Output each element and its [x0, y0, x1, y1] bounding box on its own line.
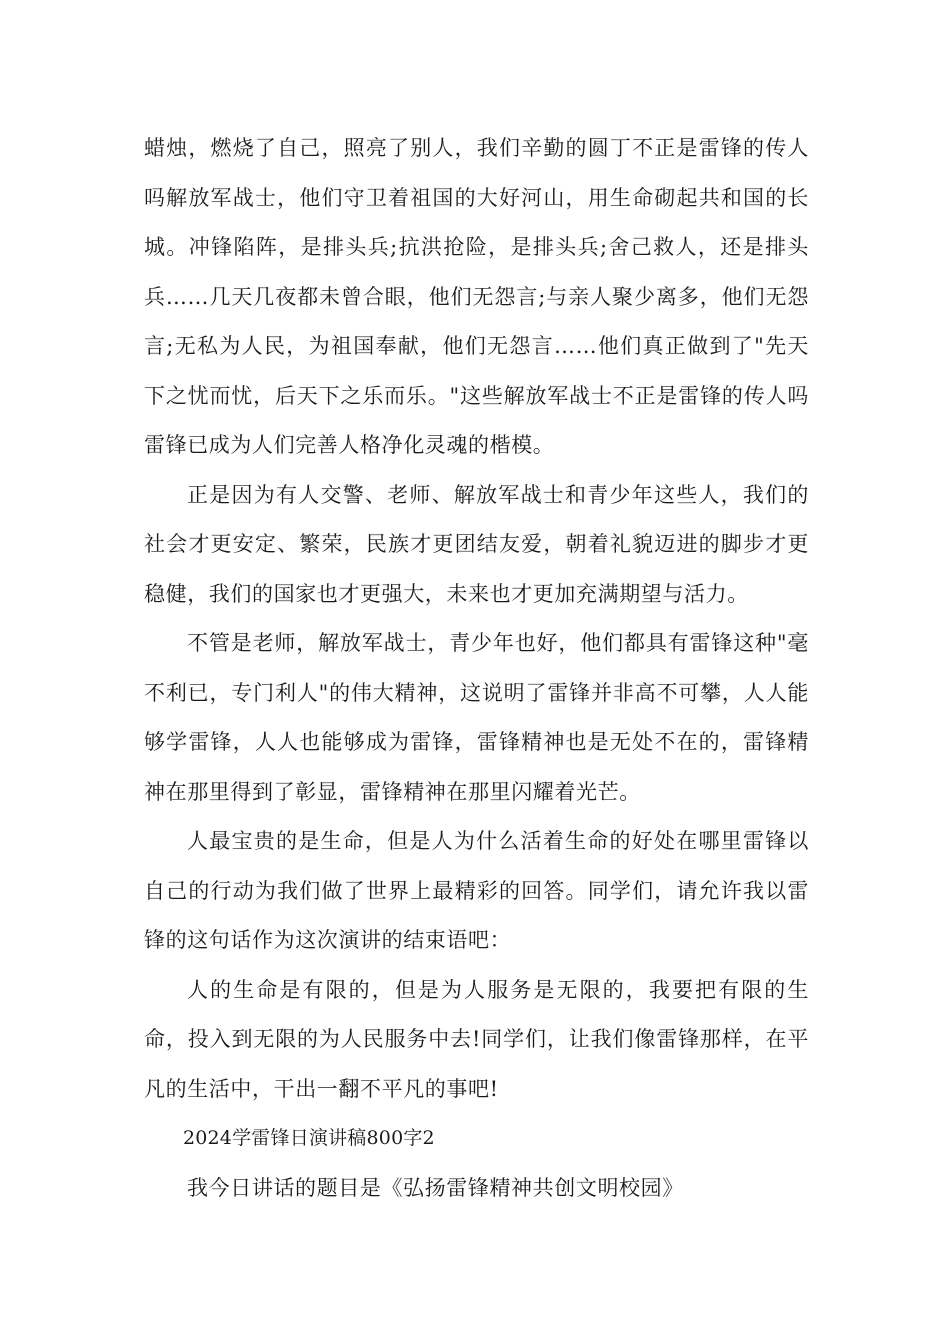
paragraph-lei-feng-spirit: 不管是老师，解放军战士，青少年也好，他们都具有雷锋这种"毫不利已，专门利人"的伟大精神，这说明了雷锋并非高不可攀，人人能够学雷锋，人人也能够成为雷锋，雷锋精神也是无处不在的，雷锋精神在那里得到了彰显，雷锋精神在那里闪耀着光芒。: [144, 631, 809, 804]
paragraph-closing-quote: 人的生命是有限的，但是为人服务是无限的，我要把有限的生命，投入到无限的为人民服务中去!同学们，让我们像雷锋那样，在平凡的生活中，干出一翻不平凡的事吧!: [144, 977, 809, 1101]
document-body: [144, 124, 809, 1213]
paragraph-soldiers: 蜡烛，燃烧了自己，照亮了别人，我们辛勤的圆丁不正是雷锋的传人吗解放军战士，他们守卫着祖国的大好河山，用生命砌起共和国的长城。冲锋陷阵，是排头兵;抗洪抢险，是排头兵;舍己救人，还是排头兵……几天几夜都未曾合眼，他们无怨言;与亲人聚少离多，他们无怨言;无私为人民，为祖国奉献，他们无怨言……他们真正做到了"先天下之忧而忧，后天下之乐而乐。"这些解放军战士不正是雷锋的传人吗雷锋已成为人们完善人格净化灵魂的楷模。: [144, 136, 809, 457]
paragraph-meaning-of-life: 人最宝贵的是生命，但是人为什么活着生命的好处在哪里雷锋以自己的行动为我们做了世界上最精彩的回答。同学们，请允许我以雷锋的这句话作为这次演讲的结束语吧：: [144, 829, 809, 952]
paragraph-society: 正是因为有人交警、老师、解放军战士和青少年这些人，我们的社会才更安定、繁荣，民族才更团结友爱，朝着礼貌迈进的脚步才更稳健，我们的国家也才更强大，未来也才更加充满期望与活力。: [144, 482, 809, 606]
paragraph-topic: 我今日讲话的题目是《弘扬雷锋精神共创文明校园》: [187, 1175, 684, 1200]
speech-title: 2024学雷锋日演讲稿800字2: [182, 1127, 435, 1149]
